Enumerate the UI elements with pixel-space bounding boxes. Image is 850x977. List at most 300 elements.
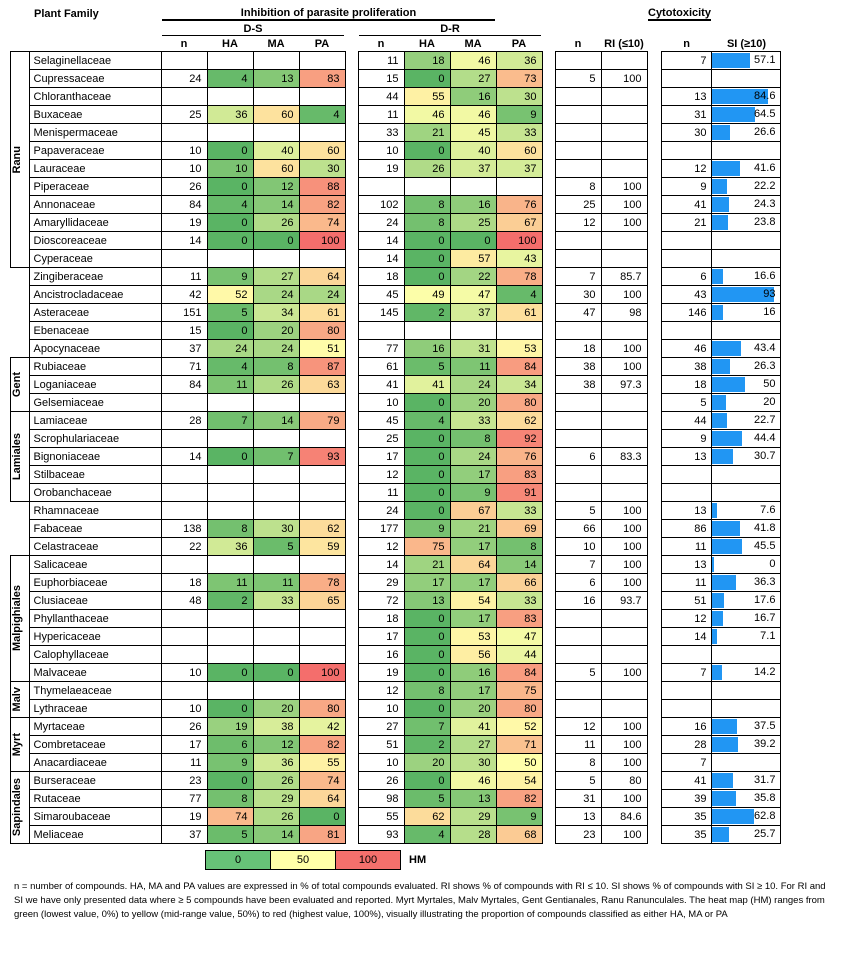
cell-dr-ma: 17 [450, 466, 496, 484]
cell-dr-ha: 75 [404, 538, 450, 556]
si-value: 93 [763, 288, 776, 300]
cell-dr-ma: 46 [450, 52, 496, 70]
cell-dr-pa: 60 [496, 142, 542, 160]
cell-spacer-mid [345, 394, 358, 412]
cell-si-bar [712, 790, 781, 808]
cell-spacer-si [647, 304, 661, 322]
cell-ri-n: 38 [555, 376, 601, 394]
cell-ds-ma: 27 [253, 268, 299, 286]
cell-ds-pa: 30 [299, 160, 345, 178]
cell-spacer-ri [542, 88, 555, 106]
cell-dr-n: 17 [358, 448, 404, 466]
cell-si-n [661, 646, 712, 664]
cell-spacer-ri [542, 268, 555, 286]
cell-dr-ha: 20 [404, 754, 450, 772]
cell-ri-n: 30 [555, 286, 601, 304]
cell-ri [601, 412, 647, 430]
cell-dr-ma: 54 [450, 592, 496, 610]
cell-ds-n [161, 394, 207, 412]
cell-ds-ma: 0 [253, 664, 299, 682]
cell-ds-n: 151 [161, 304, 207, 322]
cell-si-n: 28 [661, 736, 712, 754]
cell-dr-ha: 7 [404, 718, 450, 736]
table-row [11, 664, 781, 682]
cell-ds-pa: 42 [299, 718, 345, 736]
table-row [11, 646, 781, 664]
cell-ri-n: 10 [555, 538, 601, 556]
cell-ds-ha: 0 [207, 772, 253, 790]
cell-si-n: 39 [661, 790, 712, 808]
cell-dr-pa: 62 [496, 412, 542, 430]
cell-ds-n [161, 430, 207, 448]
cell-spacer-mid [345, 592, 358, 610]
cell-dr-pa: 75 [496, 682, 542, 700]
cell-spacer-ri [542, 466, 555, 484]
cell-dr-ha: 2 [404, 304, 450, 322]
cell-si-bar [712, 106, 781, 124]
cell-dr-ma: 9 [450, 484, 496, 502]
cell-ds-pa [299, 484, 345, 502]
cell-si-n [661, 142, 712, 160]
cell-dr-pa: 92 [496, 430, 542, 448]
table-body [11, 52, 781, 844]
cell-dr-pa: 33 [496, 592, 542, 610]
row-family-label: Amaryllidaceae [29, 214, 161, 232]
cell-ds-ha: 36 [207, 538, 253, 556]
cell-spacer-mid [345, 790, 358, 808]
row-family-label: Cupressaceae [29, 70, 161, 88]
cell-ds-ma [253, 394, 299, 412]
cell-dr-ma: 16 [450, 664, 496, 682]
heatmap-legend [205, 850, 427, 870]
cell-spacer-mid [345, 268, 358, 286]
cell-spacer-si [647, 106, 661, 124]
cell-si-bar [712, 196, 781, 214]
cell-spacer-ri [542, 160, 555, 178]
cell-si-n: 86 [661, 520, 712, 538]
si-value: 20 [763, 396, 776, 408]
cell-ri [601, 682, 647, 700]
cell-dr-n: 45 [358, 412, 404, 430]
cell-ds-ma: 12 [253, 178, 299, 196]
cell-dr-n: 15 [358, 70, 404, 88]
group-spacer [11, 502, 30, 520]
cell-si-bar [712, 394, 781, 412]
cell-si-bar [712, 412, 781, 430]
cell-spacer-si [647, 394, 661, 412]
cell-ri-n [555, 646, 601, 664]
cell-dr-ha: 0 [404, 502, 450, 520]
cell-dr-ha: 13 [404, 592, 450, 610]
cell-dr-n: 14 [358, 232, 404, 250]
cell-dr-ha: 55 [404, 88, 450, 106]
cell-ri-n [555, 250, 601, 268]
cell-spacer-si [647, 700, 661, 718]
cell-spacer-ri [542, 214, 555, 232]
cell-ri-n [555, 610, 601, 628]
cell-dr-n: 10 [358, 754, 404, 772]
cell-ds-n: 10 [161, 160, 207, 178]
table-row [11, 628, 781, 646]
cell-ds-pa: 100 [299, 232, 345, 250]
cell-ds-n: 25 [161, 106, 207, 124]
table-row [11, 754, 781, 772]
cell-ri-n: 38 [555, 358, 601, 376]
sub-spacer-group [11, 22, 30, 37]
cell-dr-n: 24 [358, 502, 404, 520]
dr-header-cell [358, 22, 542, 37]
table-row [11, 106, 781, 124]
cell-si-bar [712, 682, 781, 700]
cell-spacer-ri [542, 718, 555, 736]
cell-ds-ma: 24 [253, 286, 299, 304]
cell-ds-n: 10 [161, 664, 207, 682]
cell-spacer-si [647, 52, 661, 70]
cell-ds-ha: 52 [207, 286, 253, 304]
cell-dr-ma: 46 [450, 772, 496, 790]
table-row [11, 268, 781, 286]
cell-ri [601, 466, 647, 484]
cell-ds-ha: 7 [207, 412, 253, 430]
inhibition-header-cell [161, 6, 496, 22]
cell-ri: 100 [601, 718, 647, 736]
cell-ri-n: 5 [555, 772, 601, 790]
cell-dr-ma: 24 [450, 448, 496, 466]
cell-ds-ma: 5 [253, 538, 299, 556]
si-value: 30.7 [754, 450, 776, 462]
cell-ds-n: 14 [161, 232, 207, 250]
cell-dr-ma: 31 [450, 340, 496, 358]
cell-ri [601, 484, 647, 502]
cell-ds-n [161, 52, 207, 70]
col-spacer-si [647, 37, 661, 52]
si-value: 16 [763, 306, 776, 318]
cell-dr-pa: 30 [496, 88, 542, 106]
cell-ds-n: 17 [161, 736, 207, 754]
cell-ds-ha: 0 [207, 142, 253, 160]
cell-ds-pa: 80 [299, 700, 345, 718]
cell-dr-ha: 0 [404, 448, 450, 466]
cell-dr-ha: 62 [404, 808, 450, 826]
cell-dr-ha: 5 [404, 790, 450, 808]
cell-dr-ha: 0 [404, 250, 450, 268]
col-dr-pa: PA [511, 38, 527, 50]
cell-spacer-si [647, 574, 661, 592]
cell-ds-n: 14 [161, 448, 207, 466]
cell-spacer-si [647, 124, 661, 142]
cell-si-bar [712, 772, 781, 790]
cell-dr-pa: 34 [496, 376, 542, 394]
cell-spacer-si [647, 556, 661, 574]
sub-spacer-mid [345, 22, 358, 37]
cell-dr-pa: 83 [496, 466, 542, 484]
cell-ds-pa: 0 [299, 808, 345, 826]
row-family-label: Scrophulariaceae [29, 430, 161, 448]
cell-dr-n [358, 322, 404, 340]
cell-spacer-mid [345, 664, 358, 682]
cell-ri [601, 232, 647, 250]
cell-ds-n: 37 [161, 340, 207, 358]
cell-si-bar [712, 754, 781, 772]
cell-ds-ha: 4 [207, 358, 253, 376]
cell-spacer-si [647, 376, 661, 394]
cell-spacer-si [647, 826, 661, 844]
cell-spacer-si [647, 268, 661, 286]
group-label-lamiales: Lamiales [11, 412, 30, 502]
cell-dr-pa: 4 [496, 286, 542, 304]
cell-spacer-mid [345, 502, 358, 520]
cell-ri-n: 5 [555, 664, 601, 682]
cell-spacer-si [647, 718, 661, 736]
table-row [11, 556, 781, 574]
row-family-label: Rutaceae [29, 790, 161, 808]
cell-spacer-ri [542, 376, 555, 394]
cell-ri-n: 8 [555, 754, 601, 772]
legend-high: 100 [336, 851, 401, 870]
col-spacer-ri [542, 37, 555, 52]
cell-dr-pa [496, 178, 542, 196]
row-family-label: Lythraceae [29, 700, 161, 718]
cell-ds-ha [207, 430, 253, 448]
si-value: 31.7 [754, 774, 776, 786]
cell-spacer-si [647, 790, 661, 808]
cell-dr-ma: 33 [450, 412, 496, 430]
row-family-label: Rhamnaceae [29, 502, 161, 520]
cell-ds-ha [207, 394, 253, 412]
cell-dr-ha: 0 [404, 610, 450, 628]
cell-dr-pa: 61 [496, 304, 542, 322]
cell-si-bar [712, 250, 781, 268]
cell-si-bar [712, 610, 781, 628]
cell-dr-ha: 0 [404, 70, 450, 88]
cell-ds-ma [253, 430, 299, 448]
cell-ds-n: 26 [161, 178, 207, 196]
cell-si-n: 41 [661, 196, 712, 214]
cell-ds-ma: 7 [253, 448, 299, 466]
cell-ri-n: 11 [555, 736, 601, 754]
cell-dr-ha: 0 [404, 646, 450, 664]
cell-dr-ha: 49 [404, 286, 450, 304]
cell-spacer-ri [542, 232, 555, 250]
cell-ds-n: 24 [161, 70, 207, 88]
cell-spacer-ri [542, 502, 555, 520]
cell-dr-pa: 73 [496, 70, 542, 88]
cell-spacer-mid [345, 196, 358, 214]
cell-ri: 100 [601, 502, 647, 520]
cell-ri: 100 [601, 736, 647, 754]
cell-dr-pa: 36 [496, 52, 542, 70]
cell-ds-n: 138 [161, 520, 207, 538]
cell-spacer-mid [345, 484, 358, 502]
cell-si-n: 12 [661, 160, 712, 178]
cell-spacer-mid [345, 70, 358, 88]
cell-dr-ma: 40 [450, 142, 496, 160]
inhibition-rule [162, 19, 495, 21]
legend-low: 0 [206, 851, 271, 870]
cell-ds-pa [299, 124, 345, 142]
cell-dr-ma: 16 [450, 196, 496, 214]
cell-spacer-si [647, 340, 661, 358]
cell-ds-ha: 0 [207, 448, 253, 466]
cell-ri-n [555, 88, 601, 106]
cell-si-bar [712, 538, 781, 556]
cell-ds-ma: 8 [253, 358, 299, 376]
row-family-label: Anacardiaceae [29, 754, 161, 772]
cell-dr-ma: 67 [450, 502, 496, 520]
cell-ri: 100 [601, 214, 647, 232]
header-row-cols [11, 37, 781, 52]
cell-ds-n: 84 [161, 196, 207, 214]
cell-si-n: 51 [661, 592, 712, 610]
cytotoxicity-header-cell [647, 6, 712, 22]
cell-ri [601, 88, 647, 106]
table-row [11, 682, 781, 700]
cell-spacer-mid [345, 340, 358, 358]
row-family-label: Buxaceae [29, 106, 161, 124]
cell-spacer-si [647, 502, 661, 520]
cell-si-bar [712, 592, 781, 610]
table-row [11, 340, 781, 358]
cell-ri-n [555, 466, 601, 484]
si-value: 37.5 [754, 720, 776, 732]
row-family-label: Ebenaceae [29, 322, 161, 340]
cell-ds-n: 18 [161, 574, 207, 592]
cell-spacer-si [647, 160, 661, 178]
cell-dr-n: 11 [358, 484, 404, 502]
cell-dr-ma: 57 [450, 250, 496, 268]
cell-ri: 100 [601, 790, 647, 808]
cell-spacer-si [647, 484, 661, 502]
cell-spacer-si [647, 286, 661, 304]
si-value: 22.7 [754, 414, 776, 426]
cell-dr-n: 41 [358, 376, 404, 394]
cell-si-bar [712, 52, 781, 70]
row-family-label: Phyllanthaceae [29, 610, 161, 628]
cell-si-bar [712, 520, 781, 538]
row-family-label: Thymelaeaceae [29, 682, 161, 700]
row-family-label: Asteraceae [29, 304, 161, 322]
cell-dr-pa: 100 [496, 232, 542, 250]
cell-dr-ha: 21 [404, 124, 450, 142]
cell-ds-n [161, 610, 207, 628]
cell-si-n: 9 [661, 430, 712, 448]
table-row [11, 574, 781, 592]
cell-spacer-mid [345, 826, 358, 844]
cell-dr-n: 10 [358, 700, 404, 718]
cell-dr-ha: 0 [404, 484, 450, 502]
cell-si-n: 7 [661, 664, 712, 682]
cell-dr-pa [496, 322, 542, 340]
cell-si-n: 30 [661, 124, 712, 142]
cell-ds-n: 15 [161, 322, 207, 340]
cell-si-n [661, 232, 712, 250]
cell-si-n: 41 [661, 772, 712, 790]
cell-si-bar [712, 214, 781, 232]
cell-dr-n: 33 [358, 124, 404, 142]
cell-ri [601, 394, 647, 412]
cell-ri [601, 106, 647, 124]
group-spacer [11, 304, 30, 322]
cell-ds-ha: 0 [207, 322, 253, 340]
cell-spacer-ri [542, 628, 555, 646]
cell-dr-ha: 5 [404, 358, 450, 376]
cell-ds-pa: 79 [299, 412, 345, 430]
cell-spacer-ri [542, 322, 555, 340]
cell-si-n: 21 [661, 214, 712, 232]
cell-ds-ha [207, 682, 253, 700]
cell-ri [601, 610, 647, 628]
ds-header-cell [161, 22, 345, 37]
table-head [11, 6, 781, 52]
cell-dr-pa: 44 [496, 646, 542, 664]
cell-ds-pa [299, 646, 345, 664]
cell-ds-ha: 2 [207, 592, 253, 610]
cell-ds-ma: 12 [253, 736, 299, 754]
cell-ds-pa: 64 [299, 790, 345, 808]
cell-si-n: 38 [661, 358, 712, 376]
cell-spacer-si [647, 322, 661, 340]
cell-dr-ma: 13 [450, 790, 496, 808]
cell-spacer-si [647, 664, 661, 682]
cell-dr-ha: 2 [404, 736, 450, 754]
cell-dr-pa: 84 [496, 358, 542, 376]
cell-ds-ha: 5 [207, 304, 253, 322]
cell-ri-n [555, 52, 601, 70]
cell-spacer-ri [542, 790, 555, 808]
cell-spacer-mid [345, 610, 358, 628]
cell-spacer-ri [542, 394, 555, 412]
cell-ri-n [555, 106, 601, 124]
row-family-label: Lamiaceae [29, 412, 161, 430]
cell-spacer-mid [345, 304, 358, 322]
cell-dr-n: 26 [358, 772, 404, 790]
cell-ds-ma: 14 [253, 826, 299, 844]
cell-ds-ma: 38 [253, 718, 299, 736]
cell-ds-pa: 74 [299, 772, 345, 790]
table-row [11, 214, 781, 232]
cell-ri: 100 [601, 538, 647, 556]
cell-dr-ma: 64 [450, 556, 496, 574]
cell-ds-ma: 26 [253, 772, 299, 790]
row-family-label: Piperaceae [29, 178, 161, 196]
cell-ri-n [555, 682, 601, 700]
cell-dr-ha: 0 [404, 268, 450, 286]
cell-dr-n: 17 [358, 628, 404, 646]
cell-spacer-mid [345, 232, 358, 250]
cell-ds-n: 84 [161, 376, 207, 394]
table-row [11, 250, 781, 268]
cell-ds-ha: 0 [207, 178, 253, 196]
cell-dr-n: 72 [358, 592, 404, 610]
cell-dr-ma [450, 322, 496, 340]
table-row [11, 304, 781, 322]
row-family-label: Meliaceae [29, 826, 161, 844]
cell-ds-ma [253, 610, 299, 628]
cell-si-n: 7 [661, 754, 712, 772]
cell-spacer-ri [542, 124, 555, 142]
si-value: 7.6 [760, 504, 776, 516]
cell-spacer-mid [345, 556, 358, 574]
cell-dr-pa: 67 [496, 214, 542, 232]
cell-spacer-mid [345, 628, 358, 646]
cell-ds-ha: 4 [207, 70, 253, 88]
cell-spacer-ri [542, 754, 555, 772]
cell-ds-ma: 34 [253, 304, 299, 322]
cell-dr-n: 51 [358, 736, 404, 754]
cell-ds-ma [253, 682, 299, 700]
cell-si-bar [712, 358, 781, 376]
cell-spacer-si [647, 412, 661, 430]
